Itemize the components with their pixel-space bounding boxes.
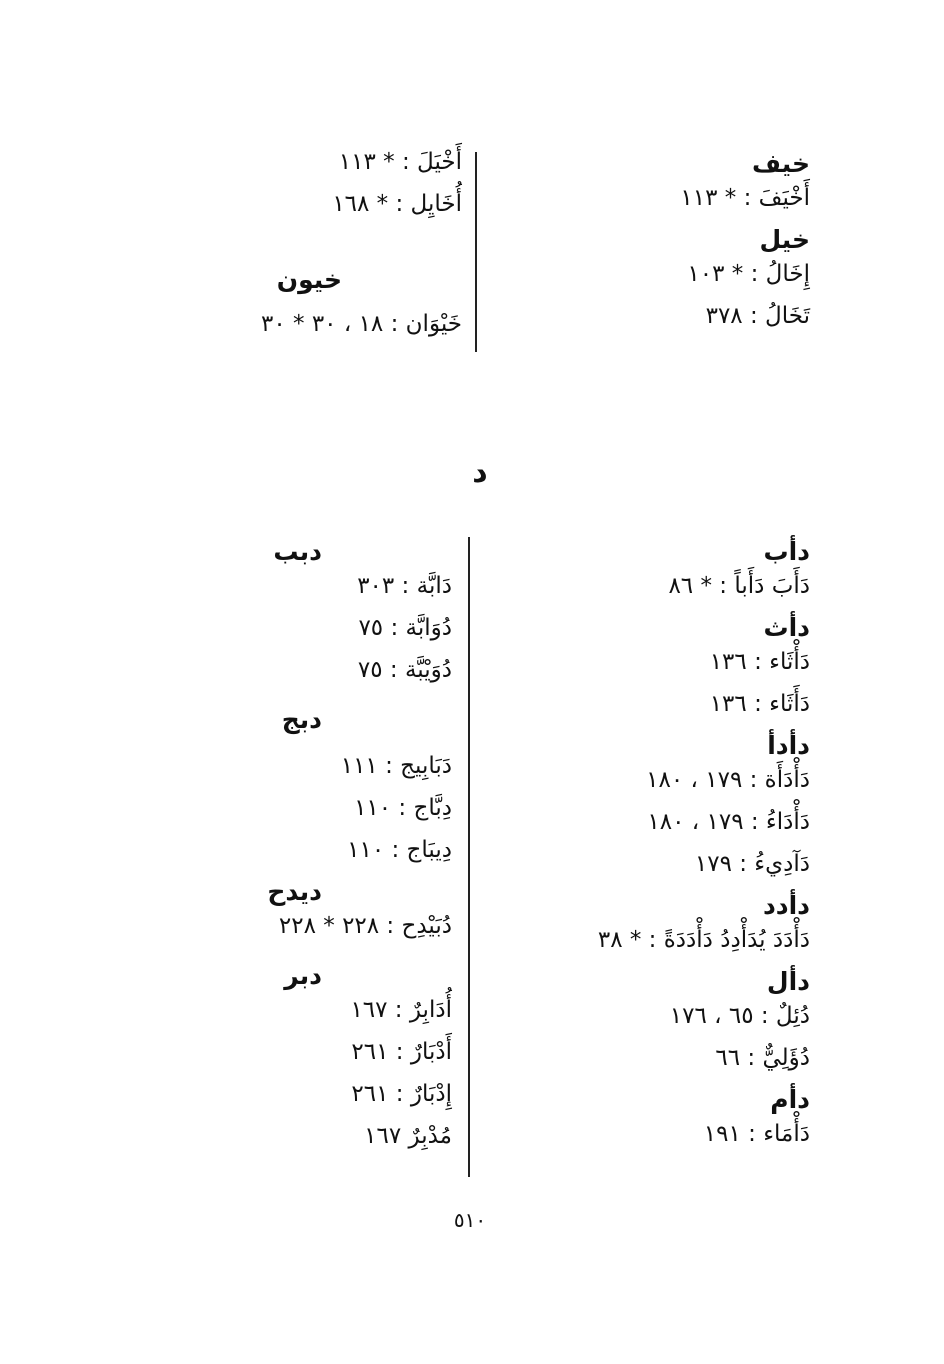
- root-heading: دأب: [763, 537, 810, 566]
- top-right-column: [490, 150, 810, 344]
- entry: إِخَالُ : * ١٠٣: [687, 261, 810, 287]
- page-number: ٥١٠: [453, 1208, 487, 1232]
- root-heading: خيل: [759, 225, 810, 254]
- root-heading: دبر: [284, 961, 322, 990]
- root-heading: دأدأ: [767, 731, 810, 760]
- root-heading: دبب: [273, 537, 322, 566]
- entry: إِدْبَارٌ : ٢٦١: [351, 1081, 452, 1107]
- column-divider: [468, 537, 470, 1177]
- entry: دُئِلٌ : ٦٥ ، ١٧٦: [669, 1003, 810, 1029]
- root-heading: دبج: [281, 705, 322, 734]
- entry: دَأْمَاء : ١٩١: [703, 1121, 810, 1147]
- entry: دُوَيْبَّة : ٧٥: [357, 657, 452, 683]
- entry: مُدْبِرٌ ١٦٧: [364, 1123, 452, 1149]
- entry: خَيْوَان : ١٨ ، ٣٠ * ٣٠: [260, 311, 462, 337]
- entry: أَخْيَلَ : * ١١٣: [338, 149, 462, 175]
- entry: دُؤَلِيٌّ : ٦٦: [715, 1045, 810, 1071]
- entry: دَآدِيءُ : ١٧٩: [694, 851, 810, 877]
- entry: دَأْدَاءُ : ١٧٩ ، ١٨٠: [647, 809, 810, 835]
- entry: دَابَّة : ٣٠٣: [357, 573, 452, 599]
- entry: أَخْيَفَ : * ١١٣: [680, 185, 810, 211]
- root-heading: خيون: [276, 265, 342, 294]
- entry: دُوَابَّة : ٧٥: [358, 615, 452, 641]
- entry: دِبَّاج : ١١٠: [354, 795, 452, 821]
- entry: أَدْبَارٌ : ٢٦١: [351, 1039, 452, 1065]
- entry: دَأَبَ دَأَباً : * ٨٦: [668, 573, 810, 599]
- entry: تَخَالُ : ٣٧٨: [705, 303, 810, 329]
- section-letter: د: [472, 455, 488, 490]
- entry: دَأَثَاء : ١٣٦: [709, 691, 810, 717]
- entry: دَأْثَاء : ١٣٦: [709, 649, 810, 675]
- root-heading: دأم: [770, 1085, 810, 1114]
- entry: أُخَايِل : * ١٦٨: [332, 191, 462, 217]
- top-left-column: [162, 148, 462, 352]
- entry: دَأْدَدَ يُدَأْدِدُ دَأْدَدَةً : * ٣٨: [597, 927, 810, 953]
- column-divider: [475, 152, 477, 352]
- bottom-right-column: [480, 538, 810, 1162]
- root-heading: دأل: [766, 967, 810, 996]
- entry: دَأْدَأَة : ١٧٩ ، ١٨٠: [646, 767, 810, 793]
- entry: دُبَيْدِح : ٢٢٨ * ٢٢٨: [278, 913, 452, 939]
- entry: دَبَابِيج : ١١١: [340, 753, 452, 779]
- bottom-left-column: [152, 538, 452, 1164]
- entry: دِيبَاج : ١١٠: [347, 837, 452, 863]
- root-heading: خيف: [752, 149, 810, 178]
- root-heading: ديدح: [267, 877, 322, 906]
- root-heading: دأدد: [762, 891, 810, 920]
- entry: أُدَابِرٌ : ١٦٧: [350, 997, 452, 1023]
- root-heading: دأث: [763, 613, 810, 642]
